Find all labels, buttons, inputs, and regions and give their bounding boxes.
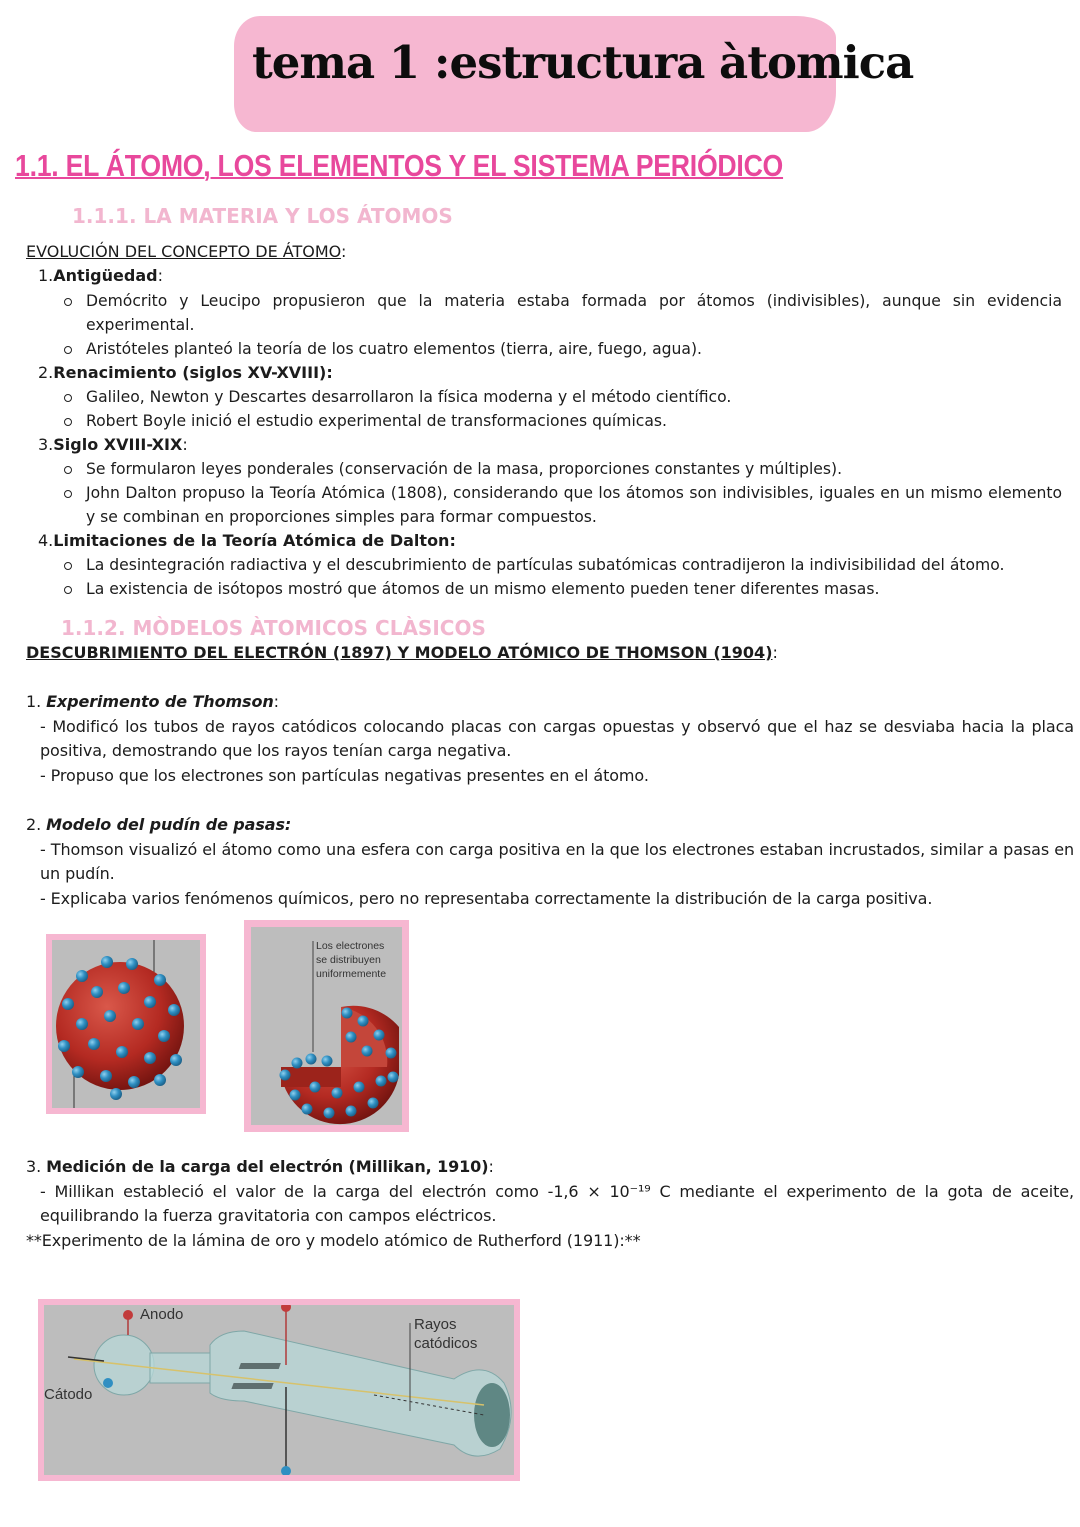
bullet-item: Robert Boyle inició el estudio experimental de transformaciones químicas. — [64, 409, 1062, 433]
rays-label-line: Rayos — [414, 1316, 457, 1333]
list-item-renacimiento: 2.Renacimiento (siglos XV-XVIII): — [38, 363, 333, 382]
point-experimento-thomson: 1. Experimento de Thomson: - Modificó los tubos de rayos catódicos colocando placas con cargas opuestas y observó que el haz se desviaba hacia la placa positiva, demostrando que los rayos tenían carga negativa. - Propuso que los electrones son partículas negativas presentes en el átomo. — [26, 692, 1074, 785]
cathode-ray-tube-image — [38, 1299, 520, 1481]
point-modelo-pudin: 2. Modelo del pudín de pasas: - Thomson visualizó el átomo como una esfera con carga positiva en la que los electrones estaban incrustados, similar a pasas en un pudín. - Explicaba varios fenómenos químicos, pero no representaba correctamente la distribución de la carga positiva. — [26, 815, 1074, 908]
thomson-cut-sphere-image — [244, 920, 409, 1132]
bullet-item: John Dalton propuso la Teoría Atómica (1808), considerando que los átomos son indivisibles, iguales en un mismo elemento y se combinan en proporciones simples para formar compuestos. — [64, 481, 1062, 529]
point-millikan: 3. Medición de la carga del electrón (Millikan, 1910): - Millikan estableció el valor de la carga del electrón como -1,6 × 10⁻¹⁹ C mediante el experimento de la gota de aceite, equilibrando la fuerza gravitatoria con campos eléctricos. **Experimento de la lámina de oro y modelo atómico de Rutherford (1911):** — [26, 1157, 1074, 1250]
bullet-circle-icon — [64, 466, 72, 474]
bullet-circle-icon — [64, 562, 72, 570]
bullet-item: La desintegración radiactiva y el descubrimiento de partículas subatómicas contradijeron la indivisibilidad del átomo. — [64, 553, 1062, 577]
rays-label-line: catódicos — [414, 1335, 478, 1352]
evolution-title: EVOLUCIÓN DEL CONCEPTO DE ÁTOMO: — [26, 242, 347, 261]
thomson-subtitle: DESCUBRIMIENTO DEL ELECTRÓN (1897) Y MODELO ATÓMICO DE THOMSON (1904): — [26, 643, 778, 662]
figure-caption-line: Los electrones — [316, 940, 385, 952]
page-title: tema 1 :estructura àtomica — [252, 36, 914, 89]
section-heading-1-1: 1.1. EL ÁTOMO, LOS ELEMENTOS Y EL SISTEMA PERIÓDICO — [15, 148, 784, 183]
bullet-item: Se formularon leyes ponderales (conservación de la masa, proporciones constantes y múltiples). — [64, 457, 1062, 481]
bullet-circle-icon — [64, 418, 72, 426]
subsection-heading-1-1-2: 1.1.2. MÒDELOS ÀTOMICOS CLÀSICOS — [61, 616, 486, 640]
cathode-label: Cátodo — [44, 1386, 93, 1403]
bullet-item: Demócrito y Leucipo propusieron que la materia estaba formada por átomos (indivisibles), aunque sin evidencia experimental. — [64, 289, 1062, 337]
bullet-circle-icon — [64, 346, 72, 354]
bullet-item: Aristóteles planteó la teoría de los cuatro elementos (tierra, aire, fuego, agua). — [64, 337, 1062, 361]
list-item-limitaciones-dalton: 4.Limitaciones de la Teoría Atómica de Dalton: — [38, 531, 456, 550]
list-item-antiguedad: 1.Antigüedad: — [38, 266, 163, 285]
bullet-circle-icon — [64, 394, 72, 402]
subsection-heading-1-1-1: 1.1.1. LA MATERIA Y LOS ÁTOMOS — [72, 204, 453, 228]
figure-caption-line: uniformemente — [316, 968, 387, 980]
thomson-sphere-image — [46, 934, 206, 1114]
figure-caption-line: se distribuyen — [316, 954, 381, 966]
bullet-item: La existencia de isótopos mostró que átomos de un mismo elemento pueden tener diferentes masas. — [64, 577, 1062, 601]
bullet-circle-icon — [64, 490, 72, 498]
bullet-circle-icon — [64, 586, 72, 594]
plum-pudding-sphere-icon — [52, 940, 200, 1108]
bullet-item: Galileo, Newton y Descartes desarrollaron la física moderna y el método científico. — [64, 385, 1062, 409]
anode-label: Anodo — [140, 1306, 184, 1323]
bullet-circle-icon — [64, 298, 72, 306]
list-item-siglo-xviii-xix: 3.Siglo XVIII-XIX: — [38, 435, 188, 454]
